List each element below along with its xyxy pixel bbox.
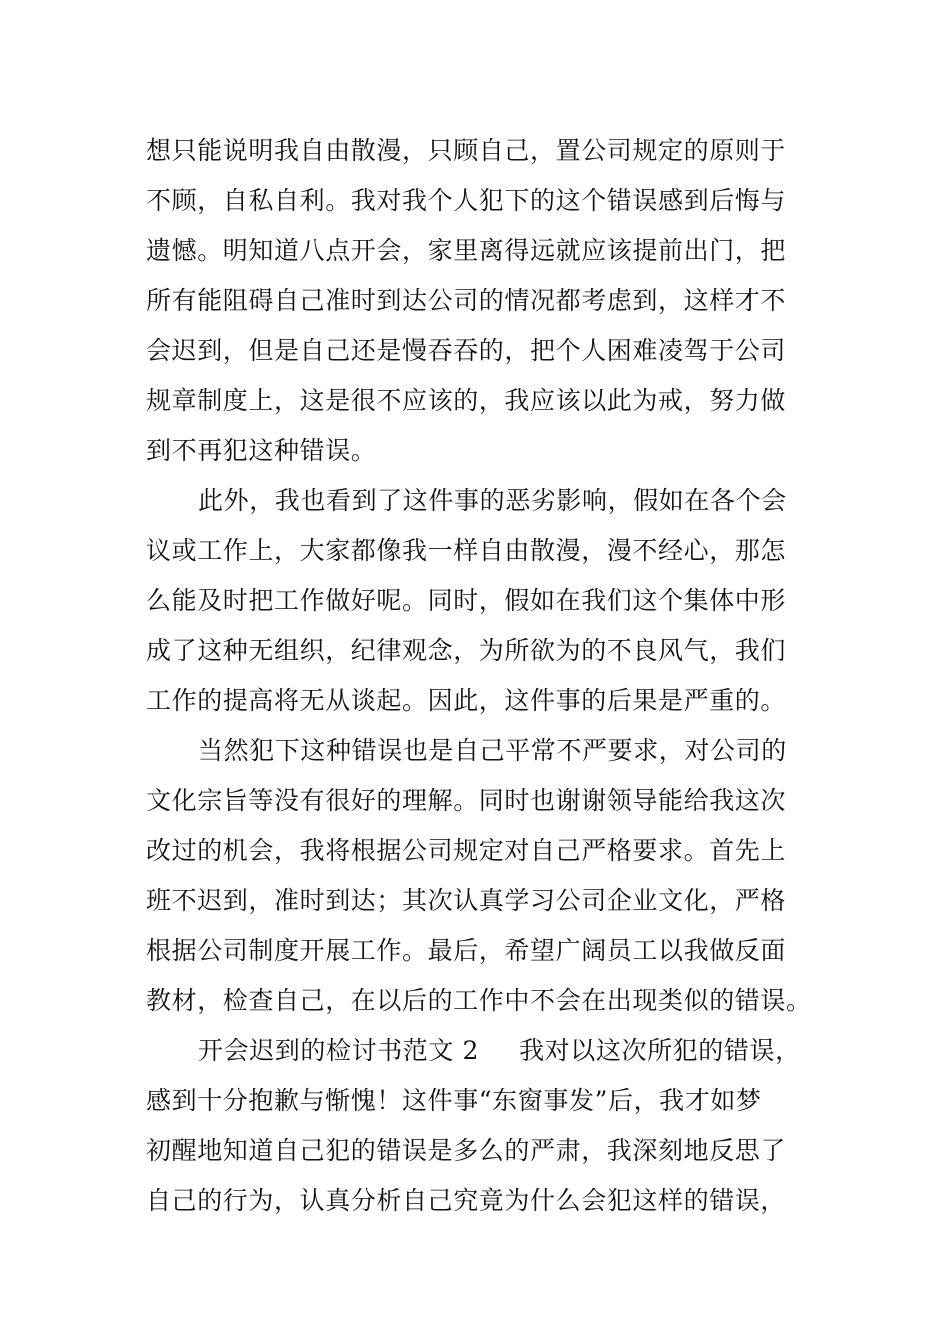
- text-line: 初醒地知道自己犯的错误是多么的严肃，我深刻地反思了: [146, 1136, 787, 1165]
- text-line: 自己的行为，认真分析自己究竟为什么会犯这样的错误，: [146, 1186, 787, 1215]
- text-line: 教材，检查自己，在以后的工作中不会在出现类似的错误。: [146, 986, 812, 1015]
- text-line: 议或工作上，大家都像我一样自由散漫，漫不经心，那怎: [146, 536, 787, 565]
- text-line: 感到十分抱歉与惭愧！这件事“东窗事发”后，我才如梦: [146, 1086, 762, 1115]
- text-line: 班不迟到，准时到达；其次认真学习公司企业文化，严格: [146, 886, 787, 915]
- text-line: 工作的提高将无从谈起。因此，这件事的后果是严重的。: [146, 686, 787, 715]
- section-first-text: 我对以这次所犯的错误，: [519, 1036, 801, 1065]
- paragraph-first-line: 此外，我也看到了这件事的恶劣影响，假如在各个会: [198, 486, 787, 515]
- text-line: 会迟到，但是自己还是慢吞吞的，把个人困难凌驾于公司: [146, 336, 787, 365]
- text-line: 文化宗旨等没有很好的理解。同时也谢谢领导能给我这次: [146, 786, 787, 815]
- paragraph-first-line: 当然犯下这种错误也是自己平常不严要求，对公司的: [198, 736, 787, 765]
- text-line: 根据公司制度开展工作。最后，希望广阔员工以我做反面: [146, 936, 787, 965]
- text-line: 不顾，自私自利。我对我个人犯下的这个错误感到后悔与: [146, 186, 787, 215]
- text-line: 规章制度上，这是很不应该的，我应该以此为戒，努力做: [146, 386, 787, 415]
- text-line: 改过的机会，我将根据公司规定对自己严格要求。首先上: [146, 836, 787, 865]
- section-heading-line: [146, 1026, 811, 1076]
- text-line: 想只能说明我自由散漫，只顾自己，置公司规定的原则于: [146, 136, 787, 165]
- text-line: 遗憾。明知道八点开会，家里离得远就应该提前出门，把: [146, 236, 787, 265]
- document-body: [146, 126, 811, 1226]
- section-title: 开会迟到的检讨书范文 2: [198, 1036, 480, 1065]
- text-line: 所有能阻碍自己准时到达公司的情况都考虑到，这样才不: [146, 286, 787, 315]
- text-line: 么能及时把工作做好呢。同时，假如在我们这个集体中形: [146, 586, 787, 615]
- text-line: 成了这种无组织，纪律观念，为所欲为的不良风气，我们: [146, 636, 787, 665]
- text-line: 到不再犯这种错误。: [146, 436, 377, 465]
